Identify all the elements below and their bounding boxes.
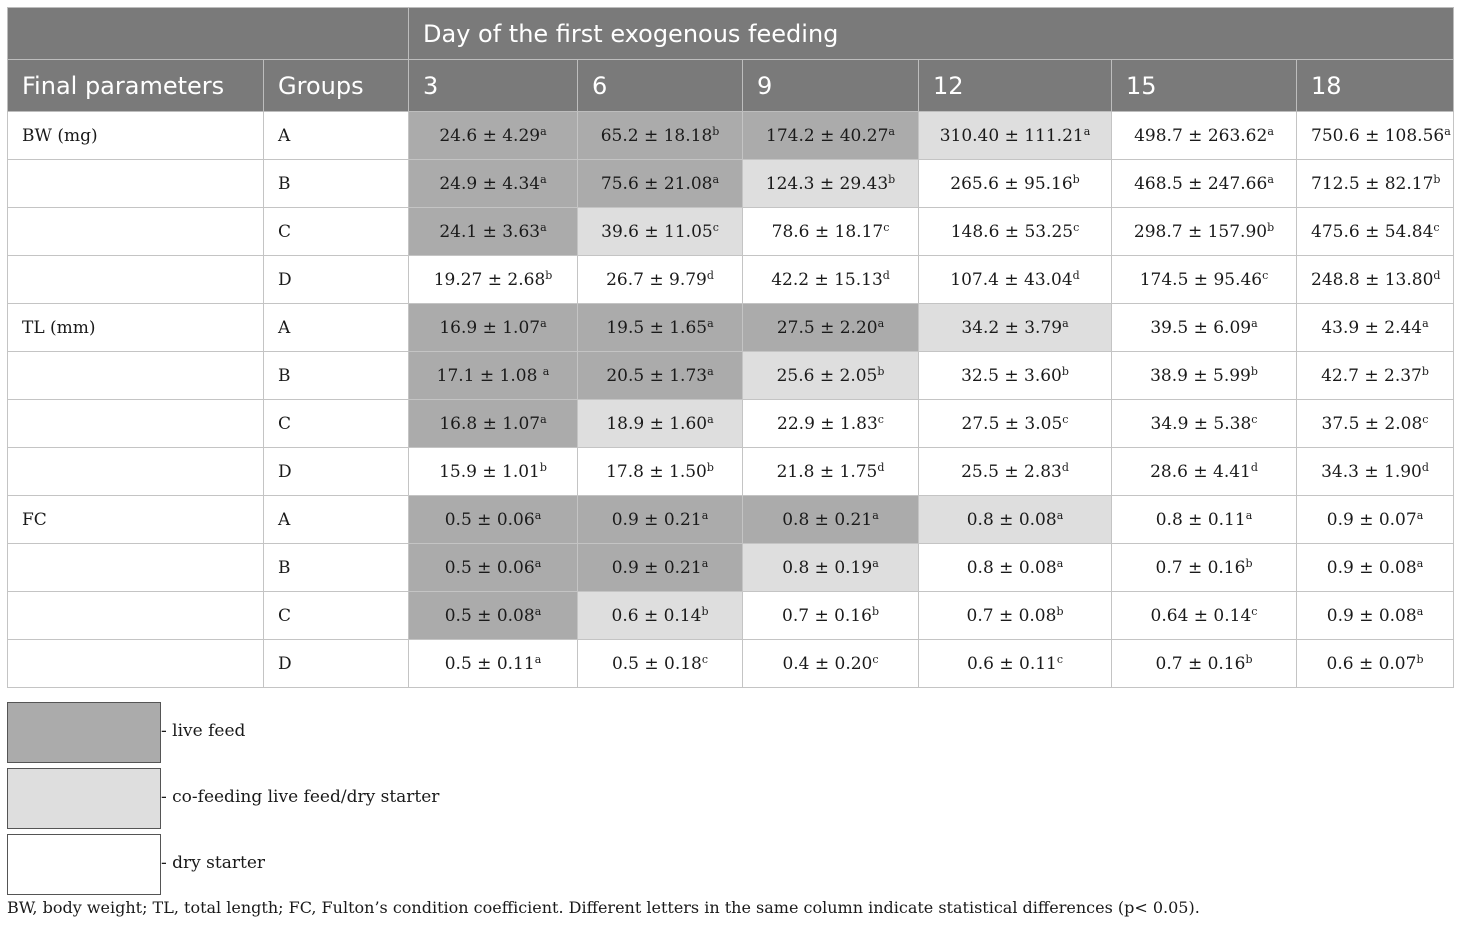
value-text: 25.6 ± 2.05: [776, 365, 878, 386]
significance-letter: a: [1245, 508, 1253, 522]
significance-letter: b: [1416, 652, 1424, 666]
table-row: [8, 592, 1454, 640]
value-text: 0.9 ± 0.21: [611, 557, 702, 578]
significance-letter: a: [534, 652, 542, 666]
significance-letter: a: [1083, 124, 1091, 138]
value-text: 0.7 ± 0.08: [966, 605, 1057, 626]
significance-letter: a: [1444, 124, 1451, 138]
table-body: [8, 112, 1454, 688]
super-header: Day of the first exogenous feeding: [409, 8, 1454, 60]
significance-letter: a: [712, 172, 720, 186]
value-cell: [578, 496, 743, 544]
significance-letter: a: [534, 508, 542, 522]
significance-letter: a: [701, 508, 709, 522]
value-cell: [919, 304, 1112, 352]
value-text: 0.8 ± 0.19: [782, 557, 873, 578]
value-text: 19.5 ± 1.65: [606, 317, 708, 338]
value-text: 18.9 ± 1.60: [606, 413, 708, 434]
value-cell: [743, 160, 919, 208]
significance-letter: b: [1245, 556, 1253, 570]
header-day-6: 6: [578, 60, 743, 112]
value-text: 0.64 ± 0.14: [1150, 605, 1252, 626]
significance-letter: a: [707, 412, 714, 426]
significance-letter: d: [1061, 460, 1069, 474]
value-cell: [578, 256, 743, 304]
significance-letter: a: [1056, 556, 1064, 570]
value-cell: [578, 640, 743, 688]
value-text: 0.7 ± 0.16: [782, 605, 872, 626]
value-cell: [409, 208, 578, 256]
value-text: 0.7 ± 0.16: [1155, 653, 1246, 674]
value-cell: [1112, 352, 1297, 400]
value-cell: [919, 640, 1112, 688]
value-cell: [743, 544, 919, 592]
value-text: 65.2 ± 18.18: [600, 125, 713, 146]
value-cell: [919, 208, 1112, 256]
table-row: [8, 448, 1454, 496]
group-cell: A: [264, 112, 409, 160]
value-text: 38.9 ± 5.99: [1150, 365, 1251, 386]
header-day-12: 12: [919, 60, 1112, 112]
significance-letter: d: [706, 268, 714, 282]
value-cell: [1112, 256, 1297, 304]
value-text: 22.9 ± 1.83: [777, 413, 878, 434]
value-cell: [1297, 208, 1454, 256]
parameter-cell: [8, 256, 264, 304]
significance-letter: c: [701, 652, 709, 666]
value-text: 0.5 ± 0.11: [444, 653, 535, 674]
significance-letter: a: [888, 124, 895, 138]
value-text: 0.8 ± 0.08: [966, 509, 1057, 530]
value-text: 0.6 ± 0.14: [611, 605, 702, 626]
significance-letter: a: [540, 124, 547, 138]
significance-letter: a: [707, 316, 714, 330]
value-cell: [1297, 496, 1454, 544]
value-cell: [919, 160, 1112, 208]
header-blank: [8, 8, 409, 60]
value-text: 0.6 ± 0.11: [966, 653, 1057, 674]
parameter-cell: TL (mm): [8, 304, 264, 352]
value-text: 0.9 ± 0.08: [1326, 557, 1417, 578]
group-cell: B: [264, 544, 409, 592]
value-text: 24.6 ± 4.29: [439, 125, 541, 146]
group-cell: A: [264, 496, 409, 544]
significance-letter: a: [1416, 604, 1424, 618]
value-text: 0.6 ± 0.07: [1326, 653, 1417, 674]
significance-letter: a: [534, 556, 542, 570]
significance-letter: b: [706, 460, 714, 474]
significance-letter: b: [1061, 364, 1069, 378]
significance-letter: b: [871, 604, 879, 618]
legend-label-live: - live feed: [161, 721, 246, 741]
value-cell: [409, 160, 578, 208]
value-text: 16.9 ± 1.07: [439, 317, 541, 338]
parameter-cell: [8, 160, 264, 208]
table-row: [8, 496, 1454, 544]
value-text: 0.5 ± 0.06: [444, 509, 535, 530]
significance-letter: c: [712, 220, 719, 234]
legend-label-co: - co-feeding live feed/dry starter: [161, 787, 440, 807]
significance-letter: a: [877, 316, 885, 330]
value-cell: [1297, 448, 1454, 496]
value-cell: [743, 448, 919, 496]
significance-letter: a: [1056, 508, 1064, 522]
value-text: 16.8 ± 1.07: [439, 413, 541, 434]
value-cell: [409, 640, 578, 688]
significance-letter: c: [1251, 604, 1258, 618]
value-cell: [919, 496, 1112, 544]
value-cell: [1297, 400, 1454, 448]
value-cell: [1297, 544, 1454, 592]
value-text: 15.9 ± 1.01: [439, 461, 540, 482]
value-text: 25.5 ± 2.83: [961, 461, 1062, 482]
significance-letter: a: [1416, 508, 1424, 522]
value-text: 26.7 ± 9.79: [606, 269, 707, 290]
header-final-parameters: Final parameters: [8, 60, 264, 112]
value-text: 498.7 ± 263.62: [1134, 125, 1268, 146]
value-cell: [743, 256, 919, 304]
value-cell: [409, 256, 578, 304]
parameter-cell: [8, 400, 264, 448]
significance-letter: c: [1062, 412, 1069, 426]
value-text: 0.7 ± 0.16: [1155, 557, 1246, 578]
value-cell: [578, 304, 743, 352]
group-cell: C: [264, 208, 409, 256]
value-cell: [1112, 448, 1297, 496]
value-text: 34.3 ± 1.90: [1321, 461, 1422, 482]
significance-letter: d: [1433, 268, 1441, 282]
value-text: 0.8 ± 0.11: [1155, 509, 1246, 530]
value-cell: [919, 352, 1112, 400]
value-cell: [1297, 112, 1454, 160]
value-text: 21.8 ± 1.75: [776, 461, 878, 482]
significance-letter: c: [872, 652, 879, 666]
table-row: [8, 160, 1454, 208]
value-cell: [578, 352, 743, 400]
value-cell: [409, 352, 578, 400]
value-text: 712.5 ± 82.17: [1311, 173, 1434, 194]
significance-letter: c: [877, 412, 884, 426]
significance-letter: c: [1056, 652, 1064, 666]
value-text: 0.5 ± 0.08: [444, 605, 535, 626]
value-text: 43.9 ± 2.44: [1321, 317, 1423, 338]
value-text: 24.1 ± 3.63: [439, 221, 541, 242]
group-cell: D: [264, 640, 409, 688]
significance-letter: d: [882, 268, 890, 282]
value-text: 265.6 ± 95.16: [950, 173, 1073, 194]
table-row: [8, 352, 1454, 400]
parameter-cell: [8, 208, 264, 256]
co-feeding-swatch: [7, 768, 161, 829]
significance-letter: a: [534, 604, 542, 618]
table-row: [8, 112, 1454, 160]
value-text: 0.4 ± 0.20: [782, 653, 873, 674]
significance-letter: a: [872, 508, 879, 522]
table-row: [8, 208, 1454, 256]
value-text: 468.5 ± 247.66: [1134, 173, 1268, 194]
group-cell: C: [264, 592, 409, 640]
significance-letter: a: [1062, 316, 1069, 330]
value-cell: [578, 160, 743, 208]
table-row: [8, 256, 1454, 304]
value-text: 0.5 ± 0.06: [444, 557, 535, 578]
value-text: 34.9 ± 5.38: [1150, 413, 1252, 434]
dry-starter-swatch: [7, 834, 161, 895]
value-cell: [1297, 592, 1454, 640]
live-feed-swatch: [7, 702, 161, 763]
significance-letter: a: [1422, 316, 1429, 330]
value-text: 17.8 ± 1.50: [606, 461, 707, 482]
value-cell: [919, 544, 1112, 592]
parameter-cell: [8, 352, 264, 400]
significance-letter: c: [883, 220, 890, 234]
value-text: 148.6 ± 53.25: [950, 221, 1074, 242]
significance-letter: c: [1262, 268, 1269, 282]
value-text: 78.6 ± 18.17: [771, 221, 884, 242]
value-text: 39.5 ± 6.09: [1150, 317, 1252, 338]
significance-letter: a: [701, 556, 709, 570]
value-cell: [1297, 640, 1454, 688]
significance-letter: a: [872, 556, 879, 570]
value-cell: [743, 400, 919, 448]
value-cell: [1297, 160, 1454, 208]
significance-letter: a: [1251, 316, 1258, 330]
value-cell: [919, 400, 1112, 448]
value-cell: [578, 400, 743, 448]
value-cell: [578, 208, 743, 256]
value-cell: [1112, 160, 1297, 208]
value-cell: [743, 208, 919, 256]
value-cell: [409, 448, 578, 496]
value-cell: [743, 112, 919, 160]
value-cell: [1297, 304, 1454, 352]
significance-letter: b: [712, 124, 720, 138]
value-cell: [743, 640, 919, 688]
significance-letter: b: [1267, 220, 1275, 234]
value-text: 298.7 ± 157.90: [1133, 221, 1268, 242]
significance-letter: c: [1073, 220, 1080, 234]
value-text: 248.8 ± 13.80: [1311, 269, 1434, 290]
significance-letter: b: [1056, 604, 1064, 618]
significance-letter: b: [545, 268, 553, 282]
value-text: 75.6 ± 21.08: [600, 173, 713, 194]
significance-letter: c: [1422, 412, 1429, 426]
value-text: 34.2 ± 3.79: [961, 317, 1063, 338]
significance-letter: b: [1421, 364, 1429, 378]
value-cell: [1112, 304, 1297, 352]
value-text: 32.5 ± 3.60: [961, 365, 1062, 386]
value-cell: [1112, 592, 1297, 640]
table-row: [8, 304, 1454, 352]
value-cell: [409, 304, 578, 352]
group-cell: B: [264, 160, 409, 208]
group-cell: D: [264, 448, 409, 496]
value-text: 0.9 ± 0.21: [611, 509, 702, 530]
parameter-cell: BW (mg): [8, 112, 264, 160]
value-text: 20.5 ± 1.73: [606, 365, 708, 386]
parameter-cell: [8, 448, 264, 496]
table-row: [8, 544, 1454, 592]
significance-letter: a: [540, 172, 547, 186]
value-cell: [578, 592, 743, 640]
significance-letter: a: [1416, 556, 1424, 570]
significance-letter: d: [1250, 460, 1258, 474]
value-text: 42.2 ± 15.13: [771, 269, 883, 290]
value-text: 0.9 ± 0.08: [1326, 605, 1417, 626]
significance-letter: a: [1267, 124, 1274, 138]
significance-letter: b: [1433, 172, 1441, 186]
header-day-3: 3: [409, 60, 578, 112]
data-table-container: [7, 7, 1453, 688]
group-cell: B: [264, 352, 409, 400]
value-text: 0.8 ± 0.08: [966, 557, 1057, 578]
significance-letter: d: [1421, 460, 1429, 474]
significance-letter: b: [877, 364, 885, 378]
value-cell: [578, 544, 743, 592]
value-cell: [409, 496, 578, 544]
parameter-cell: FC: [8, 496, 264, 544]
header-day-9: 9: [743, 60, 919, 112]
value-cell: [743, 592, 919, 640]
value-cell: [1297, 352, 1454, 400]
legend-label-dry: - dry starter: [161, 853, 266, 873]
significance-letter: c: [1433, 220, 1440, 234]
value-text: 124.3 ± 29.43: [765, 173, 889, 194]
value-cell: [409, 544, 578, 592]
value-cell: [409, 592, 578, 640]
value-text: 42.7 ± 2.37: [1321, 365, 1422, 386]
significance-letter: a: [1267, 172, 1274, 186]
significance-letter: c: [1251, 412, 1258, 426]
value-text: 475.6 ± 54.84: [1311, 221, 1434, 242]
value-text: 0.9 ± 0.07: [1326, 509, 1417, 530]
significance-letter: d: [1072, 268, 1080, 282]
value-cell: [919, 592, 1112, 640]
table-row: [8, 640, 1454, 688]
results-table: [7, 7, 1454, 688]
significance-letter: a: [542, 364, 550, 378]
value-cell: [1112, 400, 1297, 448]
parameter-cell: [8, 640, 264, 688]
group-cell: D: [264, 256, 409, 304]
value-text: 27.5 ± 3.05: [961, 413, 1063, 434]
significance-letter: b: [888, 172, 896, 186]
table-footnote: BW, body weight; TL, total length; FC, Fulton’s condition coefficient. Different letters in the same column indicate statistical differences (p< 0.05).: [7, 898, 1200, 917]
significance-letter: a: [540, 412, 547, 426]
value-text: 174.2 ± 40.27: [766, 125, 889, 146]
value-cell: [1112, 544, 1297, 592]
value-text: 19.27 ± 2.68: [433, 269, 546, 290]
significance-letter: b: [1072, 172, 1080, 186]
value-cell: [919, 112, 1112, 160]
value-text: 37.5 ± 2.08: [1321, 413, 1423, 434]
value-cell: [743, 352, 919, 400]
value-cell: [743, 496, 919, 544]
header-groups: Groups: [264, 60, 409, 112]
significance-letter: b: [1245, 652, 1253, 666]
value-cell: [919, 256, 1112, 304]
value-cell: [1112, 112, 1297, 160]
significance-letter: b: [701, 604, 709, 618]
value-cell: [1112, 496, 1297, 544]
significance-letter: a: [540, 316, 547, 330]
value-text: 750.6 ± 108.56: [1311, 125, 1445, 146]
group-cell: A: [264, 304, 409, 352]
value-text: 17.1 ± 1.08: [436, 365, 543, 386]
table-row: [8, 400, 1454, 448]
parameter-cell: [8, 544, 264, 592]
value-text: 0.8 ± 0.21: [782, 509, 873, 530]
header-day-18: 18: [1297, 60, 1454, 112]
value-cell: [1112, 208, 1297, 256]
value-text: 107.4 ± 43.04: [950, 269, 1073, 290]
header-day-15: 15: [1112, 60, 1297, 112]
significance-letter: a: [540, 220, 547, 234]
value-text: 310.40 ± 111.21: [939, 125, 1084, 146]
value-cell: [1112, 640, 1297, 688]
value-text: 24.9 ± 4.34: [439, 173, 541, 194]
value-cell: [409, 400, 578, 448]
value-cell: [578, 448, 743, 496]
significance-letter: b: [1250, 364, 1258, 378]
parameter-cell: [8, 592, 264, 640]
value-cell: [919, 448, 1112, 496]
value-cell: [578, 112, 743, 160]
significance-letter: b: [539, 460, 547, 474]
value-cell: [743, 304, 919, 352]
value-text: 174.5 ± 95.46: [1139, 269, 1263, 290]
value-text: 28.6 ± 4.41: [1150, 461, 1251, 482]
group-cell: C: [264, 400, 409, 448]
significance-letter: d: [877, 460, 885, 474]
value-text: 27.5 ± 2.20: [776, 317, 878, 338]
value-text: 0.5 ± 0.18: [611, 653, 702, 674]
value-text: 39.6 ± 11.05: [601, 221, 713, 242]
significance-letter: a: [707, 364, 714, 378]
value-cell: [409, 112, 578, 160]
value-cell: [1297, 256, 1454, 304]
